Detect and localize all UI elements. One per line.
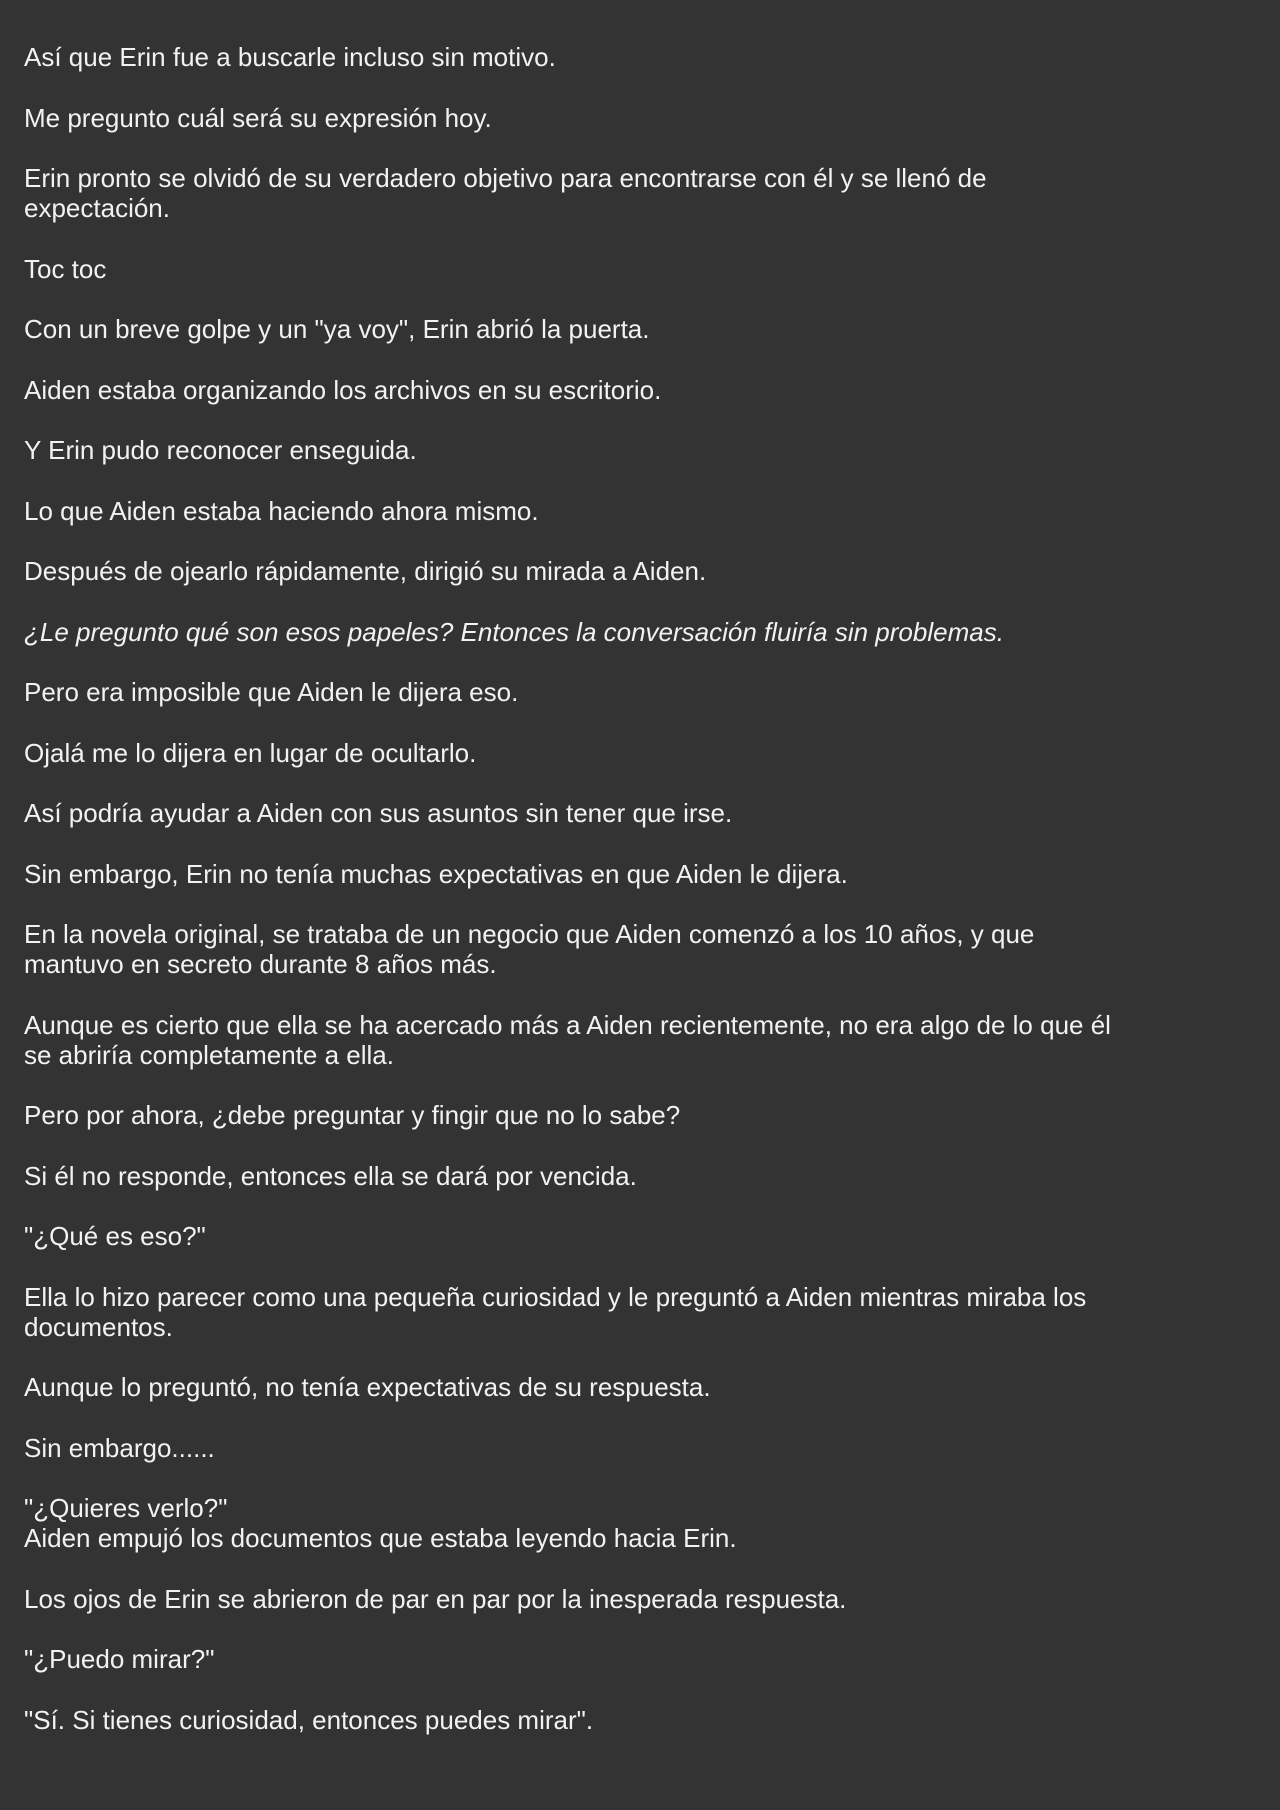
paragraph: Toc toc — [24, 253, 107, 284]
paragraph: Y Erin pudo reconocer enseguida. — [24, 435, 417, 465]
paragraph: Después de ojearlo rápidamente, dirigió su mirada a Aiden. — [24, 556, 707, 586]
dialogue-paragraph: "¿Quieres verlo?" — [24, 1493, 228, 1523]
paragraph: Erin pronto se olvidó de su verdadero objetivo para encontrarse con él y se llenó de expectación. — [24, 163, 987, 223]
paragraph: Ella lo hizo parecer como una pequeña curiosidad y le preguntó a Aiden mientras miraba los documentos. — [24, 1281, 1087, 1342]
dialogue-paragraph: "¿Qué es eso?" — [24, 1221, 206, 1251]
paragraph: Aiden estaba organizando los archivos en su escritorio. — [24, 374, 662, 405]
paragraph: Pero por ahora, ¿debe preguntar y fingir que no lo sabe? — [24, 1100, 681, 1130]
paragraph: Aunque es cierto que ella se ha acercado más a Aiden recientemente, no era algo de lo que él se abriría completamente a ella. — [24, 1009, 1111, 1070]
paragraph: Con un breve golpe y un "ya voy", Erin abrió la puerta. — [24, 314, 650, 344]
paragraph: Ojalá me lo dijera en lugar de ocultarlo. — [24, 737, 477, 768]
dialogue-paragraph: "¿Puedo mirar?" — [24, 1644, 215, 1674]
inner-thought-paragraph: ¿Le pregunto qué son esos papeles? Entonces la conversación fluiría sin problemas. — [24, 616, 1004, 647]
paragraph: Sin embargo...... — [24, 1432, 215, 1463]
paragraph: Aunque lo preguntó, no tenía expectativas de su respuesta. — [24, 1372, 711, 1402]
paragraph: Sin embargo, Erin no tenía muchas expectativas en que Aiden le dijera. — [24, 858, 848, 889]
paragraph: Así podría ayudar a Aiden con sus asuntos sin tener que irse. — [24, 798, 733, 828]
paragraph: Si él no responde, entonces ella se dará por vencida. — [24, 1160, 637, 1191]
paragraph: Me pregunto cuál será su expresión hoy. — [24, 102, 492, 133]
paragraph: Pero era imposible que Aiden le dijera eso. — [24, 677, 519, 707]
dialogue-paragraph: "Sí. Si tienes curiosidad, entonces puedes mirar". — [24, 1704, 594, 1735]
paragraph: Así que Erin fue a buscarle incluso sin motivo. — [24, 42, 556, 72]
paragraph: En la novela original, se trataba de un negocio que Aiden comenzó a los 10 años, y que mantuvo en secreto durante 8 años más. — [24, 919, 1035, 979]
paragraph: Los ojos de Erin se abrieron de par en par por la inesperada respuesta. — [24, 1583, 847, 1614]
paragraph: Aiden empujó los documentos que estaba leyendo hacia Erin. — [24, 1523, 737, 1553]
paragraph: Lo que Aiden estaba haciendo ahora mismo. — [24, 495, 539, 526]
